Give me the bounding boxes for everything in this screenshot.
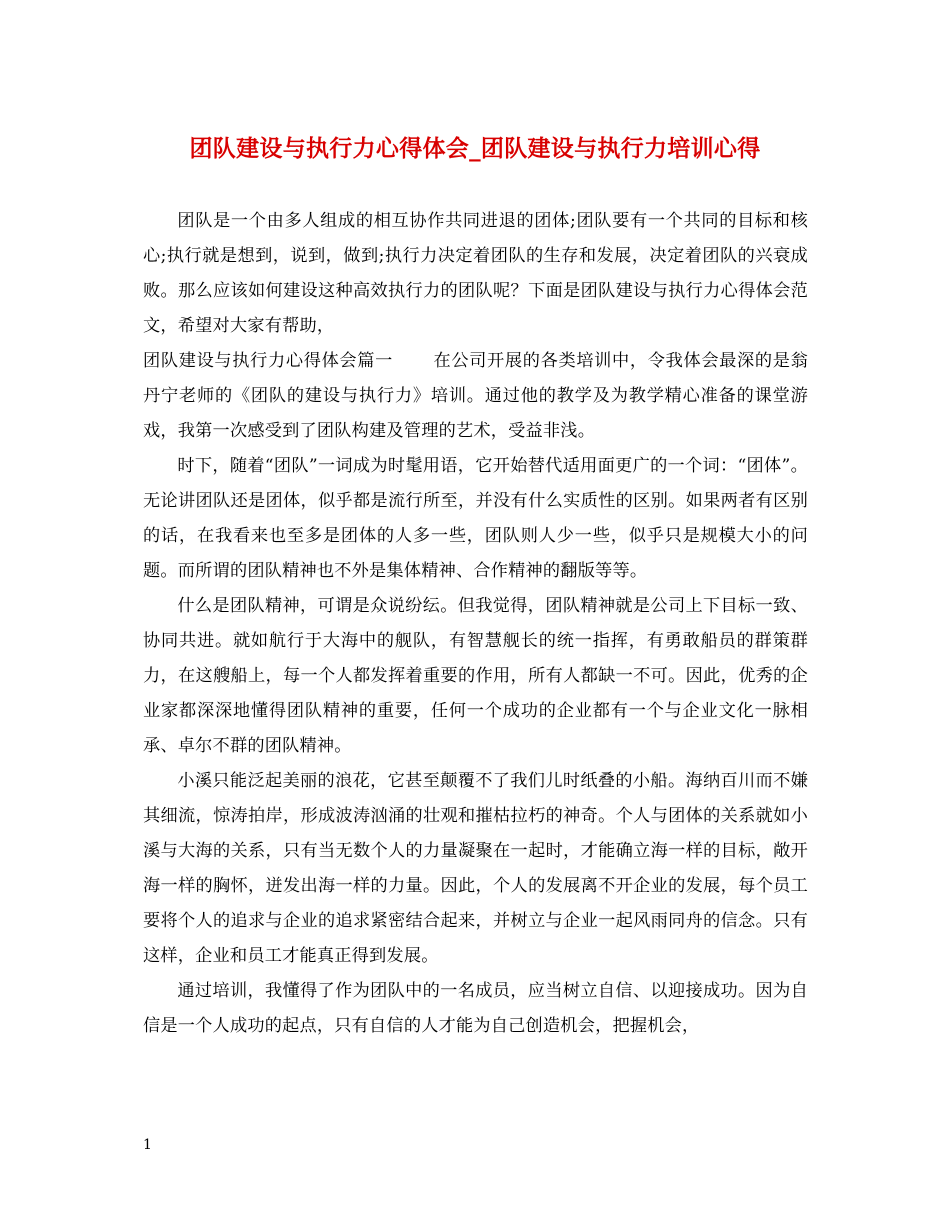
section-paragraph <box>143 344 808 449</box>
section-first-text: 在公司开展的各类培训中，令我体会最深的是翁丹宁老师的《团队的建设与执行力》培训。通过他的教学及为教学精心准备的课堂游戏，我第一次感受到了团队构建及管理的艺术，受益非浅。 <box>143 351 808 441</box>
body-paragraph-2: 什么是团队精神，可谓是众说纷纭。但我觉得，团队精神就是公司上下目标一致、协同共进。就如航行于大海中的舰队，有智慧舰长的统一指挥，有勇敢船员的群策群力，在这艘船上，每一个人都发挥着重要的作用，所有人都缺一不可。因此，优秀的企业家都深深地懂得团队精神的重要，任何一个成功的企业都有一个与企业文化一脉相承、卓尔不群的团队精神。 <box>143 596 808 756</box>
page-number: 1 <box>143 1137 152 1153</box>
section-heading: 团队建设与执行力心得体会篇一 <box>143 351 393 371</box>
body-paragraph-4: 通过培训，我懂得了作为团队中的一名成员，应当树立自信、以迎接成功。因为自信是一个人成功的起点，只有自信的人才能为自己创造机会，把握机会， <box>143 981 808 1036</box>
document-body <box>143 204 808 1044</box>
body-paragraph-3: 小溪只能泛起美丽的浪花，它甚至颠覆不了我们儿时纸叠的小船。海纳百川而不嫌其细流，惊涛拍岸，形成波涛汹涌的壮观和摧枯拉朽的神奇。个人与团体的关系就如小溪与大海的关系，只有当无数个人的力量凝聚在一起时，才能确立海一样的目标，敞开海一样的胸怀，迸发出海一样的力量。因此，个人的发展离不开企业的发展，每个员工要将个人的追求与企业的追求紧密结合起来，并树立与企业一起风雨同舟的信念。只有这样，企业和员工才能真正得到发展。 <box>143 771 808 966</box>
intro-paragraph: 团队是一个由多人组成的相互协作共同进退的团体;团队要有一个共同的目标和核心;执行就是想到，说到，做到;执行力决定着团队的生存和发展，决定着团队的兴衰成败。那么应该如何建设这种高效执行力的团队呢？下面是团队建设与执行力心得体会范文，希望对大家有帮助， <box>143 211 808 336</box>
document-title: 团队建设与执行力心得体会_团队建设与执行力培训心得 <box>189 136 761 162</box>
body-paragraph-1: 时下，随着“团队”一词成为时髦用语，它开始替代适用面更广的一个词：“团体”。无论讲团队还是团体，似乎都是流行所至，并没有什么实质性的区别。如果两者有区别的话，在我看来也至多是团体的人多一些，团队则人少一些，似乎只是规模大小的问题。而所谓的团队精神也不外是集体精神、合作精神的翻版等等。 <box>143 456 808 581</box>
